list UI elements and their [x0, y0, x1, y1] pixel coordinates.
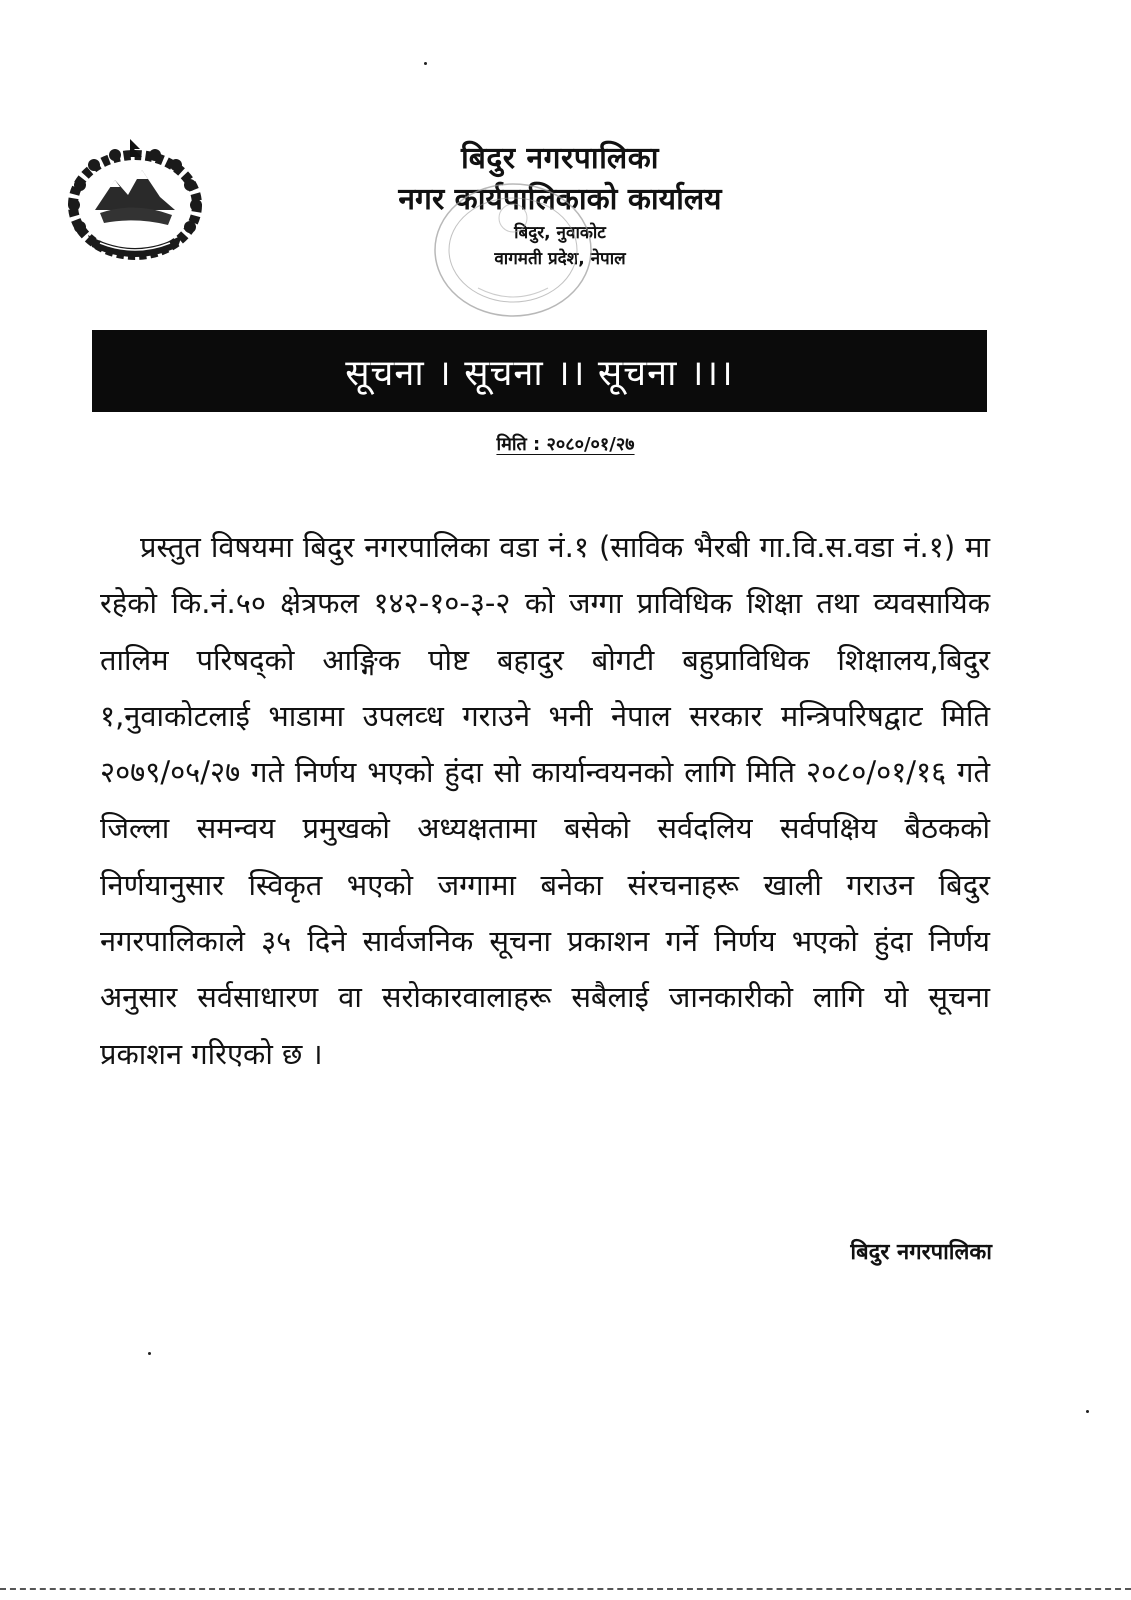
scan-speck	[424, 62, 427, 65]
scan-bottom-edge	[0, 1588, 1131, 1590]
scan-speck	[1086, 1410, 1089, 1413]
notice-banner	[92, 330, 987, 412]
office-province: वागमती प्रदेश, नेपाल	[494, 249, 626, 269]
office-seal-stamp-icon	[418, 178, 608, 328]
notice-date-text: मिति : २०८०/०१/२७	[496, 434, 635, 455]
issuer-signature: बिदुर नगरपालिका	[850, 1240, 992, 1265]
municipality-name: बिदुर नगरपालिका	[460, 141, 660, 176]
office-name: नगर कार्यपालिकाको कार्यालय	[398, 182, 722, 217]
nepal-emblem-icon	[60, 135, 210, 265]
scan-speck	[148, 1352, 151, 1355]
notice-body-paragraph: प्रस्तुत विषयमा बिदुर नगरपालिका वडा नं.१ (साविक भैरबी गा.वि.स.वडा नं.१) मा रहेको कि.नं.५० क्षेत्रफल १४२-१०-३-२ को जग्गा प्राविधिक शिक्षा तथा व्यवसायिक तालिम परिषद्को आङ्गिक पोष्ट बहादुर बोगटी बहुप्राविधिक शिक्षालय,बिदुर १,नुवाकोटलाई भाडामा उपलव्ध गराउने भनी नेपाल सरकार मन्त्रिपरिषद्वाट मिति २०७९/०५/२७ गते निर्णय भएको हुंदा सो कार्यान्वयनको लागि मिति २०८०/०१/१६ गते जिल्ला समन्वय प्रमुखको अध्यक्षतामा बसेको सर्वदलिय सर्वपक्षिय बैठकको निर्णयानुसार स्विकृत भएको जग्गामा बनेका संरचनाहरू खाली गराउन बिदुर नगरपालिकाले ३५ दिने सार्वजनिक सूचना प्रकाशन गर्ने निर्णय भएको हुंदा निर्णय अनुसार सर्वसाधारण वा सरोकारवालाहरू सबैलाई जानकारीको लागि यो सूचना प्रकाशन गरिएको छ ।	[100, 530, 990, 1071]
office-address: बिदुर, नुवाकोट	[514, 223, 606, 243]
notice-banner-title: सूचना । सूचना ।। सूचना ।।।	[345, 352, 734, 394]
notice-date	[0, 432, 1131, 456]
